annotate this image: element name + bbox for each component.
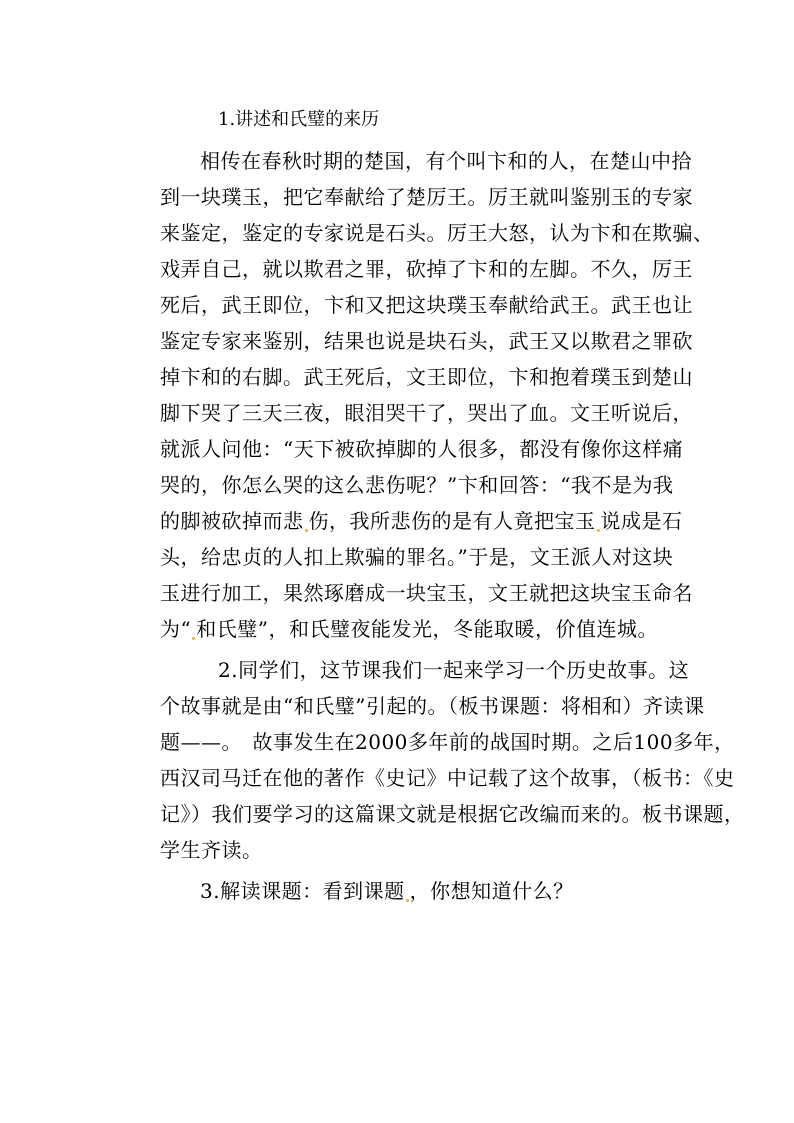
text-run: 3.解读课题：看到课题 [200, 879, 405, 903]
paragraph-line: 就派人问他：“天下被砍掉脚的人很多，都没有像你这样痛 [160, 437, 684, 461]
paragraph-line: 来鉴定，鉴定的专家说是石头。厉王大怒，认为卞和在欺骗、 [160, 221, 714, 245]
paragraph-line [200, 875, 760, 907]
paragraph-line: 哭的，你怎么哭的这么悲伤呢？”卞和回答：“我不是为我 [160, 473, 674, 497]
paragraph-line: 相传在春秋时期的楚国，有个叫卞和的人，在楚山中拾 [200, 149, 692, 173]
dot-mark-icon [192, 637, 195, 640]
text-run: 为“ [160, 617, 192, 641]
paragraph-line: 戏弄自己，就以欺君之罪，砍掉了卞和的左脚。不久，厉王 [160, 257, 693, 281]
paragraph-line [160, 613, 720, 645]
paragraph-line: 2.同学们，这节课我们一起来学习一个历史故事。这 [218, 658, 690, 682]
paragraph-line: 题——。 故事发生在2000多年前的战国时期。之后100多年， [160, 730, 735, 754]
text-run: 伤，我所悲伤的是有人竟把宝玉 [308, 509, 596, 533]
paragraph-line: 鉴定专家来鉴别，结果也说是块石头，武王又以欺君之罪砍 [160, 329, 693, 353]
paragraph-line: 掉卞和的右脚。武王死后，文王即位，卞和抱着璞玉到楚山 [160, 365, 693, 389]
paragraph-line: 到一块璞玉，把它奉献给了楚厉王。厉王就叫鉴别玉的专家 [160, 185, 693, 209]
paragraph-line: 学生齐读。 [160, 838, 263, 862]
paragraph-line [160, 505, 720, 537]
paragraph-line: 死后，武王即位，卞和又把这块璞玉奉献给武王。武王也让 [160, 293, 693, 317]
paragraph-line: 头，给忠贞的人扣上欺骗的罪名。”于是，文王派人对这块 [160, 545, 674, 569]
text-run: 和氏璧”，和氏璧夜能发光，冬能取暖，价值连城。 [196, 617, 658, 641]
paragraph-line: 个故事就是由“和氏璧”引起的。（板书课题：将相和）齐读课 [160, 694, 705, 718]
dot-mark-icon [406, 899, 409, 902]
text-run: 的脚被砍掉而悲 [160, 509, 304, 533]
paragraph-line: 脚下哭了三天三夜，眼泪哭干了，哭出了血。文王听说后， [160, 401, 693, 425]
dot-mark-icon [597, 529, 600, 532]
section-heading: 1.讲述和氏璧的来历 [218, 109, 380, 130]
text-run: 说成是石 [600, 509, 683, 533]
paragraph-line: 记》）我们要学习的这篇课文就是根据它改编而来的。板书课题， [160, 802, 745, 826]
dot-mark-icon [305, 529, 308, 532]
text-run: ，你想知道什么？ [409, 879, 574, 903]
paragraph-line: 西汉司马迁在他的著作《史记》中记载了这个故事，（板书：《史 [160, 766, 735, 790]
paragraph-line: 玉进行加工，果然琢磨成一块宝玉，文王就把这块宝玉命名 [160, 581, 693, 605]
